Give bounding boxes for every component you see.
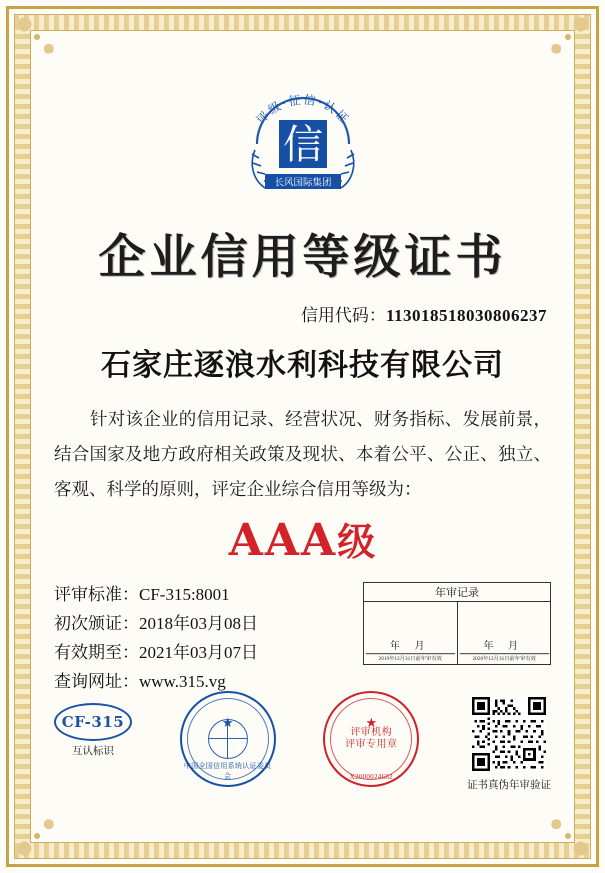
blue-stamp-shape xyxy=(180,691,276,787)
footer-badges xyxy=(40,691,565,811)
organization-seal-icon xyxy=(237,86,369,204)
red-stamp-center-text xyxy=(325,727,417,751)
blue-certification-stamp xyxy=(180,691,276,787)
page-title: 企业信用等级证书 xyxy=(98,230,507,285)
red-review-stamp xyxy=(323,691,419,787)
cf-315-oval-label: CF-315 xyxy=(54,703,132,741)
info-line-website: 查询网址：www.315.vg xyxy=(54,672,226,691)
red-stamp-star-icon: ★ xyxy=(365,715,378,730)
annual-review-cell-1 xyxy=(364,602,457,664)
red-stamp-number: X2000024682 xyxy=(349,773,393,781)
seal-center-character: 信 xyxy=(282,122,323,168)
annual-review-cell-2 xyxy=(457,602,551,664)
blue-stamp-arc-text: 中国全国信用系统认证委员会 xyxy=(183,762,272,780)
red-stamp-shape xyxy=(323,691,419,787)
info-line-issue-date: 初次颁证：2018年03月08日 xyxy=(54,614,258,633)
emblem-wrapper xyxy=(40,86,565,204)
credit-code-row xyxy=(40,301,565,326)
qr-caption: 证书真伪年审验证 xyxy=(466,780,551,791)
annual-review-note-1: 2019年12月31日前年审有效 xyxy=(366,653,455,664)
certificate-body-text: 针对该企业的信用记录、经营状况、财务指标、发展前景，结合国家及地方政府相关政策及现状、本着公平、公正、独立、客观、科学的原则，评定企业综合信用等级为： xyxy=(54,409,551,499)
annual-review-box xyxy=(363,582,551,665)
info-line-valid-until: 有效期至：2021年03月07日 xyxy=(54,643,258,662)
qr-verification-block xyxy=(467,691,551,792)
seal-banner-text: 长风国际集团 xyxy=(273,177,332,189)
annual-review-cells xyxy=(364,602,550,664)
red-stamp-center-line2: 评审专用章 xyxy=(345,739,398,750)
cf-315-caption: 互认标识 xyxy=(72,746,114,757)
grade-suffix: 级 xyxy=(337,519,377,564)
seal-arc-text: 评级·征信·认证 xyxy=(253,92,352,128)
lower-section xyxy=(40,580,565,696)
certificate-content xyxy=(40,40,565,833)
credit-code-label: 信用代码： xyxy=(300,306,386,325)
annual-review-ym-2: 年 月 xyxy=(483,641,524,652)
cf-315-badge xyxy=(54,691,132,758)
globe-icon xyxy=(208,719,248,759)
annual-review-note-2: 2020年12月31日前年审有效 xyxy=(459,653,548,664)
grade-letters: AAA xyxy=(228,515,338,566)
credit-grade xyxy=(40,511,565,566)
info-line-standard: 评审标准：CF-315:8001 xyxy=(54,585,230,604)
qr-code-icon[interactable] xyxy=(472,697,546,771)
annual-review-ym-1: 年 月 xyxy=(390,641,431,652)
annual-review-title: 年审记录 xyxy=(364,583,550,602)
red-stamp-center-line1: 评审机构 xyxy=(350,727,393,738)
credit-code-value: 113018518030806237 xyxy=(385,306,547,325)
certificate-info-list xyxy=(54,580,258,696)
company-name: 石家庄逐浪水利科技有限公司 xyxy=(101,348,504,383)
